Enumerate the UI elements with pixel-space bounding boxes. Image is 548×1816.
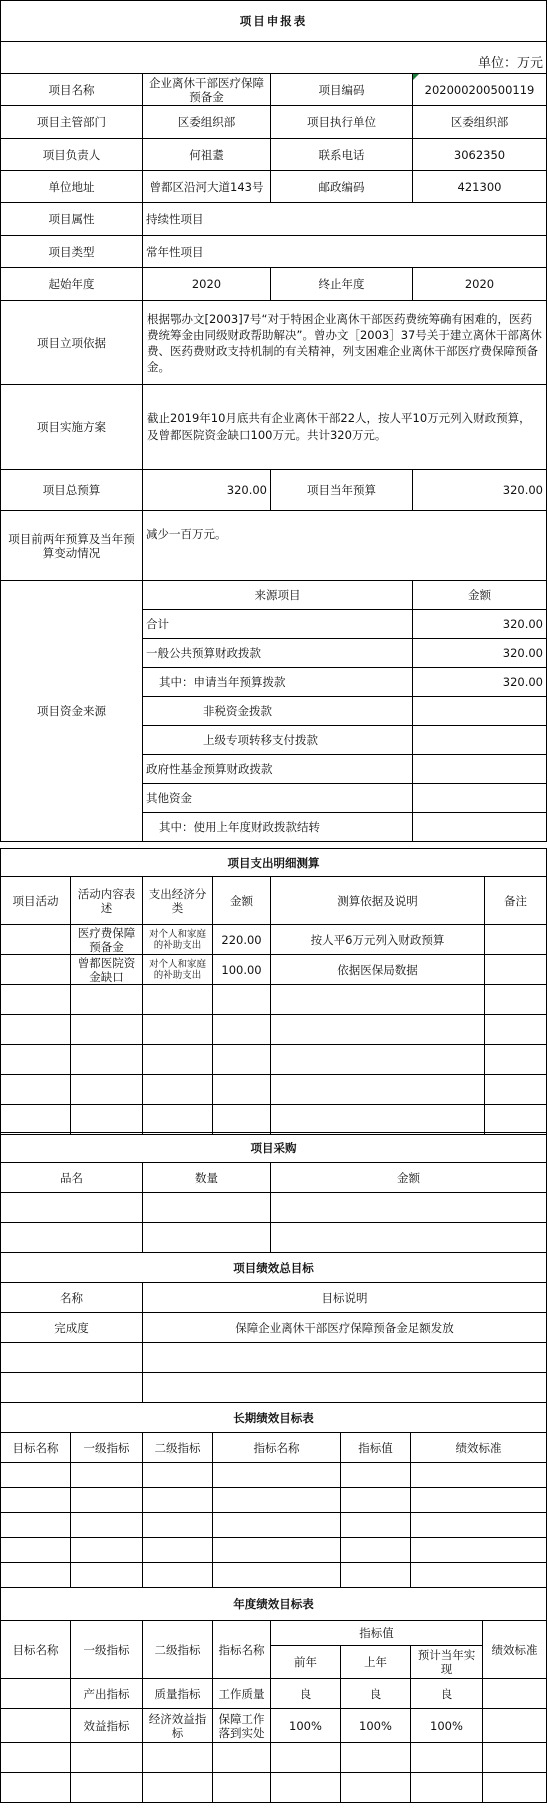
- longterm-section-title: 长期绩效目标表: [1, 1403, 547, 1433]
- end-year-label: 终止年度: [271, 268, 413, 301]
- table-row: [1, 985, 547, 1015]
- table-row: [1, 1105, 547, 1135]
- annual-section-title: 年度绩效目标表: [1, 1588, 547, 1621]
- expense-cell: 100.00: [213, 955, 271, 985]
- leader-value: 何祖耋: [143, 139, 271, 171]
- overall-section-title: 项目绩效总目标: [1, 1253, 547, 1283]
- funding-source-name: 合计: [143, 610, 413, 639]
- annual-cell: 100%: [271, 1709, 341, 1743]
- current-budget-label: 项目当年预算: [271, 470, 413, 511]
- type-label: 项目类型: [1, 236, 143, 268]
- purchase-section-title: 项目采购: [1, 1133, 547, 1163]
- expense-cell: 220.00: [213, 925, 271, 955]
- table-row: [1, 1709, 547, 1743]
- funding-source-amount: [413, 726, 547, 755]
- dept-label: 项目主管部门: [1, 106, 143, 139]
- table-row: [1, 1373, 547, 1403]
- funding-source-amount: 320.00: [413, 610, 547, 639]
- annual-cell: 质量指标: [143, 1679, 213, 1709]
- start-year-value: 2020: [143, 268, 271, 301]
- expense-cell: [485, 955, 547, 985]
- funding-source-amount: 320.00: [413, 668, 547, 697]
- funding-source-name: 其中：使用上年度财政拨款结转: [143, 813, 413, 842]
- funding-source-name: 非税资金拨款: [143, 697, 413, 726]
- end-year-value: 2020: [413, 268, 547, 301]
- annual-goal-table: [0, 1587, 547, 1803]
- table-row: [1, 1045, 547, 1075]
- table-row: [1, 1463, 547, 1488]
- funding-source-amount: [413, 755, 547, 784]
- funding-amount-header: 金额: [413, 581, 547, 610]
- annual-cell: 100%: [341, 1709, 411, 1743]
- table-row: [1, 1313, 547, 1343]
- funding-source-name: 上级专项转移支付拨款: [143, 726, 413, 755]
- overall-header-cell: 名称: [1, 1283, 143, 1313]
- annual-cell: 良: [271, 1679, 341, 1709]
- current-budget-value: 320.00: [413, 470, 547, 511]
- budget-change-label: 项目前两年预算及当年预算变动情况: [1, 511, 143, 581]
- start-year-label: 起始年度: [1, 268, 143, 301]
- postcode-value: 421300: [413, 171, 547, 203]
- funding-source-name: 政府性基金预算财政拨款: [143, 755, 413, 784]
- funding-source-name: 一般公共预算财政拨款: [143, 639, 413, 668]
- leader-label: 项目负责人: [1, 139, 143, 171]
- expense-cell: 按人平6万元列入财政预算: [271, 925, 485, 955]
- table-row: [1, 1223, 547, 1253]
- plan-value: 截止2019年10月底共有企业离休干部22人，按人平10万元列入财政预算，及曾都医院资金缺口100万元。共计320万元。: [143, 385, 547, 470]
- expense-cell: 对个人和家庭的补助支出: [143, 925, 213, 955]
- plan-label: 项目实施方案: [1, 385, 143, 470]
- basis-label: 项目立项依据: [1, 301, 143, 385]
- purchase-header-cell: 金额: [271, 1163, 547, 1193]
- expense-header-cell: 支出经济分类: [143, 877, 213, 925]
- expense-section-title: 项目支出明细测算: [1, 849, 547, 877]
- annual-header-level2: 二级指标: [143, 1621, 213, 1679]
- annual-header-target: 目标名称: [1, 1621, 71, 1679]
- overall-cell: 完成度: [1, 1313, 143, 1343]
- overall-goal-table: [0, 1252, 547, 1403]
- annual-cell: 产出指标: [71, 1679, 143, 1709]
- table-row: [1, 1773, 547, 1803]
- funding-source-amount: [413, 784, 547, 813]
- form-title: 项目申报表: [1, 1, 547, 42]
- annual-header-expected: 预计当年实现: [411, 1646, 483, 1679]
- expense-cell: [1, 955, 71, 985]
- overall-header-cell: 目标说明: [143, 1283, 547, 1313]
- funding-source-amount: [413, 813, 547, 842]
- attr-value: 持续性项目: [143, 203, 547, 236]
- annual-cell: 经济效益指标: [143, 1709, 213, 1743]
- longterm-header-cell: 二级指标: [143, 1433, 213, 1463]
- annual-cell: [483, 1679, 547, 1709]
- table-row: [1, 1015, 547, 1045]
- annual-cell: 效益指标: [71, 1709, 143, 1743]
- annual-header-indicator: 指标名称: [213, 1621, 271, 1679]
- longterm-header-cell: 绩效标准: [411, 1433, 547, 1463]
- cell-comment-mark: [413, 74, 419, 80]
- table-row: [1, 1679, 547, 1709]
- purchase-header-cell: 品名: [1, 1163, 143, 1193]
- annual-header-prev: 前年: [271, 1646, 341, 1679]
- total-budget-value: 320.00: [143, 470, 271, 511]
- table-row: [1, 1488, 547, 1513]
- address-value: 曾都区沿河大道143号: [143, 171, 271, 203]
- annual-cell: 100%: [411, 1709, 483, 1743]
- table-row: [1, 1538, 547, 1563]
- annual-cell: [1, 1709, 71, 1743]
- dept-value: 区委组织部: [143, 106, 271, 139]
- project-code-label: 项目编码: [271, 74, 413, 106]
- unit-label: 单位：万元: [1, 42, 547, 74]
- table-row: [1, 1563, 547, 1588]
- annual-cell: 工作质量: [213, 1679, 271, 1709]
- postcode-label: 邮政编码: [271, 171, 413, 203]
- phone-value: 3062350: [413, 139, 547, 171]
- budget-change-value: 减少一百万元。: [143, 511, 547, 581]
- table-row: [1, 925, 547, 955]
- phone-label: 联系电话: [271, 139, 413, 171]
- table-row: [1, 955, 547, 985]
- expense-table: [0, 848, 547, 1135]
- table-row: [1, 1075, 547, 1105]
- annual-cell: 良: [341, 1679, 411, 1709]
- expense-cell: 曾都医院资金缺口: [71, 955, 143, 985]
- expense-cell: 依据医保局数据: [271, 955, 485, 985]
- attr-label: 项目属性: [1, 203, 143, 236]
- project-name-value: 企业离休干部医疗保障预备金: [143, 74, 271, 106]
- funding-label: 项目资金来源: [1, 581, 143, 842]
- basis-value: 根据鄂办文[2003]7号“对于特困企业离休干部医药费统筹确有困难的，医药费统筹金由同级财政帮助解决”。曾办文［2003］37号关于建立离休干部离休费、医药费财政支持机制的有关精神，列支困难企业离休干部医疗费保障预备金。: [143, 301, 547, 385]
- expense-header-cell: 金额: [213, 877, 271, 925]
- annual-header-standard: 绩效标准: [483, 1621, 547, 1679]
- purchase-table: [0, 1132, 547, 1253]
- expense-header-cell: 活动内容表述: [71, 877, 143, 925]
- annual-header-level1: 一级指标: [71, 1621, 143, 1679]
- expense-cell: [485, 925, 547, 955]
- expense-cell: [1, 925, 71, 955]
- annual-cell: 良: [411, 1679, 483, 1709]
- longterm-header-cell: 指标值: [341, 1433, 411, 1463]
- type-value: 常年性项目: [143, 236, 547, 268]
- exec-unit-value: 区委组织部: [413, 106, 547, 139]
- table-row: [1, 1513, 547, 1538]
- table-row: [1, 1193, 547, 1223]
- basic-info-table: [0, 0, 547, 842]
- expense-cell: 对个人和家庭的补助支出: [143, 955, 213, 985]
- project-name-label: 项目名称: [1, 74, 143, 106]
- expense-header-cell: 项目活动: [1, 877, 71, 925]
- table-row: [1, 1343, 547, 1373]
- funding-source-name: 其他资金: [143, 784, 413, 813]
- exec-unit-label: 项目执行单位: [271, 106, 413, 139]
- longterm-header-cell: 目标名称: [1, 1433, 71, 1463]
- longterm-header-cell: 一级指标: [71, 1433, 143, 1463]
- funding-source-name: 其中：申请当年预算拨款: [143, 668, 413, 697]
- expense-header-cell: 测算依据及说明: [271, 877, 485, 925]
- funding-source-amount: [413, 697, 547, 726]
- expense-header-cell: 备注: [485, 877, 547, 925]
- purchase-header-cell: 数量: [143, 1163, 271, 1193]
- address-label: 单位地址: [1, 171, 143, 203]
- expense-cell: 医疗费保障预备金: [71, 925, 143, 955]
- annual-header-last: 上年: [341, 1646, 411, 1679]
- annual-cell: [483, 1709, 547, 1743]
- funding-source-header: 来源项目: [143, 581, 413, 610]
- funding-source-amount: 320.00: [413, 639, 547, 668]
- table-row: [1, 1743, 547, 1773]
- longterm-goal-table: [0, 1402, 547, 1588]
- longterm-header-cell: 指标名称: [213, 1433, 341, 1463]
- annual-cell: 保障工作落到实处: [213, 1709, 271, 1743]
- total-budget-label: 项目总预算: [1, 470, 143, 511]
- overall-cell: 保障企业离休干部医疗保障预备金足额发放: [143, 1313, 547, 1343]
- project-code-value: 202000200500119: [413, 74, 547, 106]
- annual-header-value: 指标值: [271, 1621, 483, 1646]
- annual-cell: [1, 1679, 71, 1709]
